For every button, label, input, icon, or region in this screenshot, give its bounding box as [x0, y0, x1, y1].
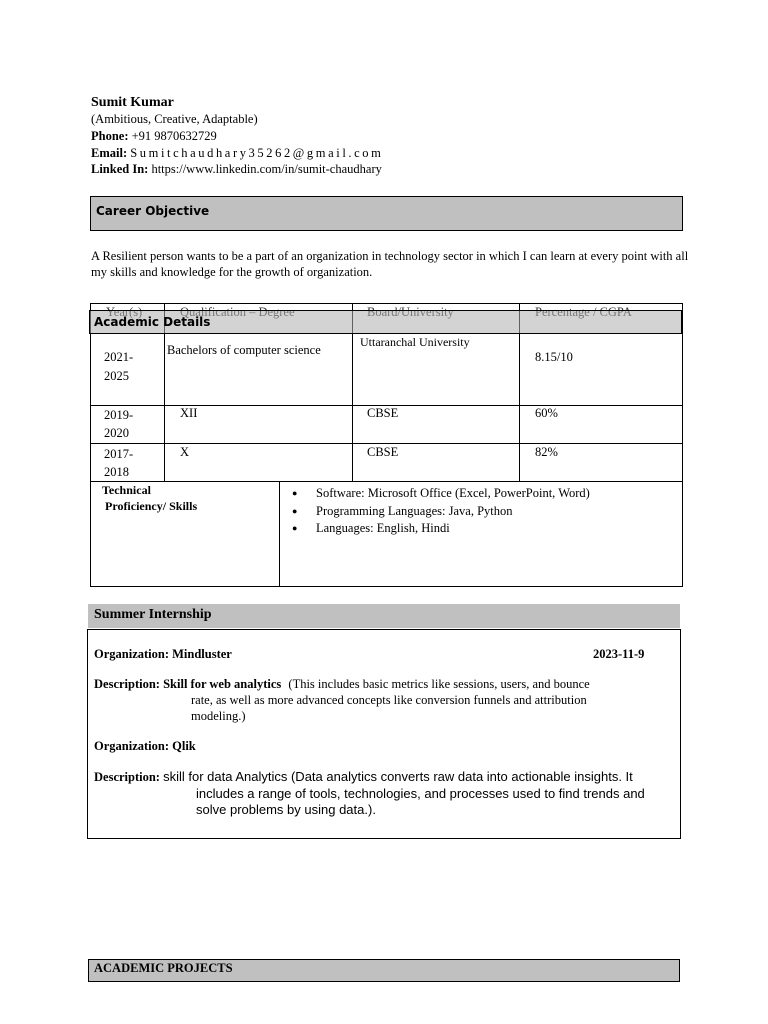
row-year-end: 2020: [104, 426, 129, 440]
traits: (Ambitious, Creative, Adaptable): [91, 112, 258, 126]
list-item: ● Languages: English, Hindi: [290, 520, 590, 538]
phone-value: +91 9870632729: [131, 129, 217, 143]
skills-label-line2: Proficiency/ Skills: [105, 499, 198, 513]
table-row: [104, 348, 133, 386]
academic-details-heading: Academic Details: [94, 315, 211, 329]
linkedin-value[interactable]: https://www.linkedin.com/in/sumit-chaudhary: [151, 162, 382, 176]
row-year-start: 2019-: [104, 408, 134, 422]
desc-label: Description:: [94, 677, 160, 691]
phone-label: Phone:: [91, 129, 129, 143]
row-board: CBSE: [367, 406, 399, 420]
desc-text: rate, as well as more advanced concepts like conversion funnels and attribution: [191, 693, 587, 707]
internship-org-2: [94, 738, 196, 754]
email-value: Sumitchaudhary35262@gmail.com: [130, 146, 384, 160]
desc-title: Skill for web analytics: [163, 677, 282, 691]
academic-projects-heading: ACADEMIC PROJECTS: [94, 961, 233, 975]
skills-label: [102, 482, 197, 514]
table-row: [104, 445, 133, 481]
row-board: CBSE: [367, 445, 399, 459]
career-objective-text: A Resilient person wants to be a part of an organization in technology sector in which I can learn at every point with all my skills and knowledge for the growth of organization.: [91, 249, 689, 279]
desc-label: Description:: [94, 770, 160, 784]
internship-org-1: [94, 646, 232, 662]
candidate-name: Sumit Kumar: [91, 95, 174, 110]
phone-line: [91, 129, 217, 144]
org-name: Mindluster: [172, 647, 232, 661]
skills-label-line1: Technical: [102, 483, 151, 497]
row-score: 82%: [535, 445, 558, 459]
table-row: [104, 406, 133, 442]
row-degree: XII: [180, 406, 198, 420]
internship-desc-2: [94, 769, 633, 785]
row-degree: X: [180, 445, 190, 459]
desc-text: solve problems by using data.).: [196, 802, 376, 817]
list-item: ● Programming Languages: Java, Python: [290, 503, 590, 521]
row-score: 60%: [535, 406, 558, 420]
row-board: Uttaranchal University: [360, 335, 470, 349]
org-label: Organization:: [94, 647, 169, 661]
desc-text: includes a range of tools, technologies, and processes used to find trends and: [196, 786, 645, 801]
linkedin-label: Linked In:: [91, 162, 149, 176]
email-label: Email:: [91, 146, 128, 160]
linkedin-line: [91, 162, 382, 177]
org-name: Qlik: [172, 739, 196, 753]
desc-text: skill for data Analytics (Data analytics converts raw data into actionable insights. It: [163, 769, 633, 784]
row-year-end: 2025: [104, 369, 129, 383]
academic-details-bar: [89, 310, 682, 334]
row-year-start: 2021-: [104, 350, 134, 364]
row-year-end: 2018: [104, 465, 129, 479]
career-objective-heading: Career Objective: [96, 204, 210, 218]
org-label: Organization:: [94, 739, 169, 753]
internship-desc-1: [94, 676, 590, 692]
email-line: [91, 146, 383, 161]
internship-bar: [88, 604, 680, 628]
internship-heading: Summer Internship: [94, 607, 212, 622]
row-degree: Bachelors of computer science: [167, 343, 321, 357]
row-year-start: 2017-: [104, 447, 134, 461]
internship-date: 2023-11-9: [593, 647, 645, 661]
desc-text: (This includes basic metrics like sessions, users, and bounce: [288, 677, 590, 691]
skills-list: [290, 485, 590, 538]
desc-text: modeling.): [191, 709, 246, 723]
academic-projects-bar: [88, 959, 680, 982]
career-objective-bar: [90, 196, 683, 231]
list-item: ● Software: Microsoft Office (Excel, PowerPoint, Word): [290, 485, 590, 503]
row-score: 8.15/10: [535, 350, 573, 364]
